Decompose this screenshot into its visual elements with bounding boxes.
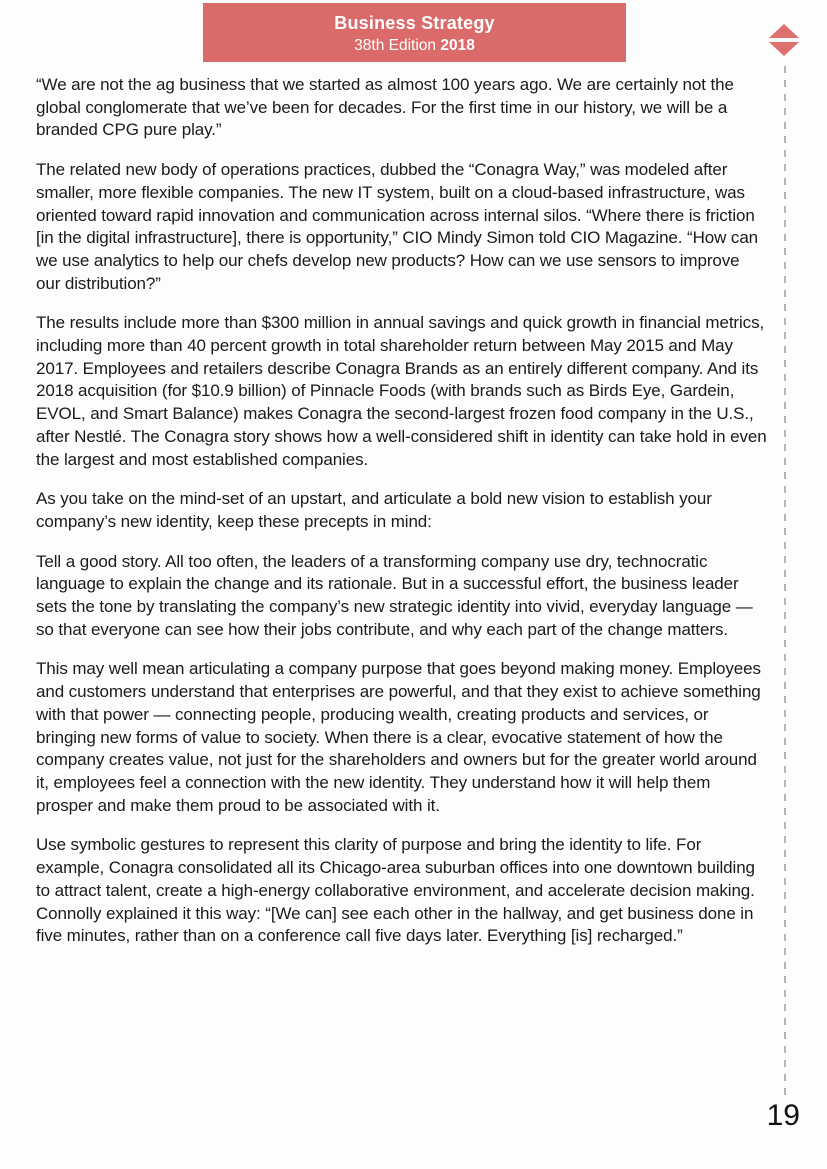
- edition-year: 2018: [440, 37, 475, 54]
- up-triangle-icon[interactable]: [769, 24, 799, 38]
- edition-label: 38th Edition: [354, 37, 437, 54]
- article-body: [36, 74, 767, 965]
- page-number: 19: [766, 1099, 800, 1132]
- page-edge-dashed-divider: [784, 66, 786, 1096]
- up-down-diamond-icon[interactable]: [769, 24, 799, 56]
- page-title: Business Strategy: [334, 13, 495, 33]
- edition-line: [203, 35, 626, 56]
- paragraph-symbolic-gestures: Use symbolic gestures to represent this clarity of purpose and bring the identity to life. For example, Conagra consolidated all its Chicago-area suburban offices into one downtown building to attract talent, create a high-energy collaborative environment, and accelerate decision making. Connolly explained it this way: “[We can] see each other in the hallway, and get business done in five minutes, rather than on a conference call five days later. Everything [is] recharged.”: [36, 835, 755, 946]
- paragraph-conagra-way: The related new body of operations practices, dubbed the “Conagra Way,” was modeled after smaller, more flexible companies. The new IT system, built on a cloud-based infrastructure, was oriented toward rapid innovation and communication across internal silos. “Where there is friction [in the digital infrastructure], there is opportunity,” CIO Mindy Simon told CIO Magazine. “How can we use analytics to help our chefs develop new products? How can we use sensors to improve our distribution?”: [36, 160, 759, 293]
- paragraph-tell-good-story: Tell a good story. All too often, the leaders of a transforming company use dry, technocratic language to explain the change and its rationale. But in a successful effort, the business leader sets the tone by translating the company’s new strategic identity into vivid, everyday language — so that everyone can see how their jobs contribute, and why each part of the change matters.: [36, 551, 753, 639]
- paragraph-precepts-intro: As you take on the mind-set of an upstart, and articulate a bold new vision to establish your company’s new identity, keep these precepts in mind:: [36, 489, 712, 531]
- paragraph-company-purpose: This may well mean articulating a company purpose that goes beyond making money. Employees and customers understand that enterprises are powerful, and that they exist to achieve something with that power — connecting people, producing wealth, creating products and services, or bringing new forms of value to society. When there is a clear, evocative statement of how the company creates value, not just for the shareholders and owners but for the greater world around it, employees feel a connection with the new identity. They understand how it will help them prosper and make them proud to be associated with it.: [36, 659, 761, 815]
- down-triangle-icon[interactable]: [769, 42, 799, 56]
- paragraph-quote-cpg: “We are not the ag business that we started as almost 100 years ago. We are certainly not the global conglomerate that we’ve been for decades. For the first time in our history, we will be a branded CPG pure play.”: [36, 75, 734, 140]
- paragraph-results: The results include more than $300 million in annual savings and quick growth in financial metrics, including more than 40 percent growth in total shareholder return between May 2015 and May 2017. Employees and retailers describe Conagra Brands as an entirely different company. And its 2018 acquisition (for $10.9 billion) of Pinnacle Foods (with brands such as Birds Eye, Gardein, EVOL, and Smart Balance) makes Conagra the second-largest frozen food company in the U.S., after Nestlé. The Conagra story shows how a well-considered shift in identity can take hold in even the largest and most established companies.: [36, 313, 767, 469]
- header-banner: [203, 3, 626, 62]
